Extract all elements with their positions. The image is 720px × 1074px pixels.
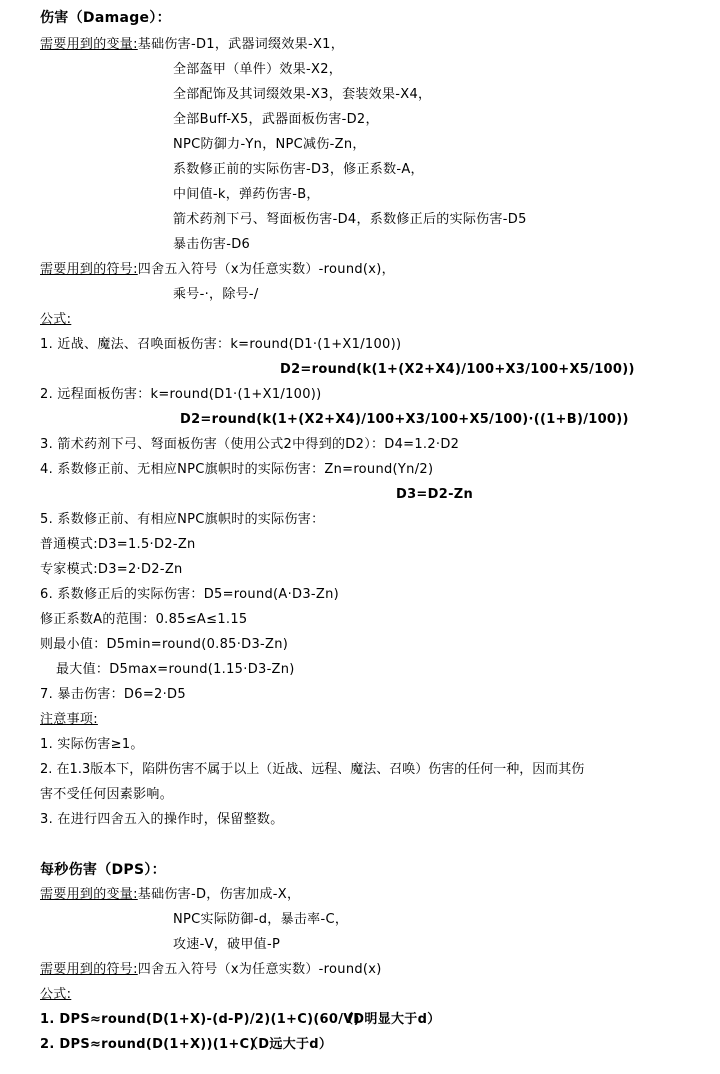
damage-note-1: 1. 实际伤害≥1。	[40, 737, 144, 752]
dps-var-2: 攻速-V，破甲值-P	[173, 937, 281, 952]
damage-symbols-label: 需要用到的符号:	[40, 262, 138, 277]
dps-formula-2-note: （D远大于d）	[245, 1037, 333, 1052]
dps-symbols-label: 需要用到的符号:	[40, 962, 138, 977]
damage-var-4: NPC防御力-Yn，NPC减伤-Zn，	[173, 137, 366, 152]
damage-var-5: 系数修正前的实际伤害-D3，修正系数-A，	[173, 162, 424, 177]
damage-formula-label: 公式:	[40, 312, 72, 327]
dps-var-1: NPC实际防御-d，暴击率-C，	[173, 912, 349, 927]
dps-vars-label: 需要用到的变量:	[40, 887, 138, 902]
dps-symbol-0: 四舍五入符号（x为任意实数）-round(x)	[137, 962, 382, 977]
damage-formula-6-min: 则最小值：D5min=round(0.85·D3-Zn)	[40, 637, 289, 652]
damage-formula-1: 1. 近战、魔法、召唤面板伤害：k=round(D1·(1+X1/100))	[40, 337, 402, 352]
damage-formula-6: 6. 系数修正后的实际伤害：D5=round(A·D3-Zn)	[40, 587, 340, 602]
dps-formula-label: 公式:	[40, 987, 72, 1002]
damage-var-6: 中间值-k，弹药伤害-B，	[173, 187, 320, 202]
damage-var-8: 暴击伤害-D6	[173, 237, 251, 252]
damage-formula-4: 4. 系数修正前、无相应NPC旗帜时的实际伤害：Zn=round(Yn/2)	[40, 462, 434, 477]
damage-formula-6-max: 最大值：D5max=round(1.15·D3-Zn)	[56, 662, 295, 677]
damage-formula-5: 5. 系数修正前、有相应NPC旗帜时的实际伤害：	[40, 512, 325, 527]
damage-note-2: 2. 在1.3版本下，陷阱伤害不属于以上（近战、远程、魔法、召唤）伤害的任何一种，因而其伤	[40, 762, 585, 777]
damage-heading: 伤害（Damage）：	[40, 10, 171, 26]
damage-vars-label: 需要用到的变量:	[40, 37, 138, 52]
dps-symbols-row	[40, 962, 382, 978]
damage-formula-5-normal: 普通模式:D3=1.5·D2-Zn	[40, 537, 196, 552]
damage-symbol-1: 乘号-·，除号-/	[173, 287, 259, 302]
damage-note-3: 3. 在进行四舍五入的操作时，保留整数。	[40, 812, 284, 827]
damage-var-3: 全部Buff-X5，武器面板伤害-D2，	[173, 112, 379, 127]
damage-notes-label: 注意事项:	[40, 712, 98, 727]
damage-formula-5-expert: 专家模式:D3=2·D2-Zn	[40, 562, 183, 577]
damage-symbol-0: 四舍五入符号（x为任意实数）-round(x)，	[137, 262, 395, 277]
dps-var-0: 基础伤害-D，伤害加成-X，	[137, 887, 301, 902]
damage-vars-row	[40, 37, 344, 53]
damage-symbols-row	[40, 262, 395, 278]
damage-var-1: 全部盔甲（单件）效果-X2，	[173, 62, 343, 77]
dps-formula-1-note: （D明显大于d）	[340, 1012, 441, 1027]
damage-var-2: 全部配饰及其词缀效果-X3，套装效果-X4，	[173, 87, 432, 102]
dps-vars-row	[40, 887, 300, 903]
damage-note-2b: 害不受任何因素影响。	[40, 787, 174, 802]
dps-formula-1: 1. DPS≈round(D(1+X)-(d-P)/2)(1+C)(60/V)	[40, 1012, 360, 1027]
dps-formula-2: 2. DPS≈round(D(1+X))(1+C)	[40, 1037, 256, 1052]
damage-formula-3: 3. 箭术药剂下弓、弩面板伤害（使用公式2中得到的D2）：D4=1.2·D2	[40, 437, 460, 452]
damage-var-7: 箭术药剂下弓、弩面板伤害-D4，系数修正后的实际伤害-D5	[173, 212, 527, 227]
damage-formula-7: 7. 暴击伤害：D6=2·D5	[40, 687, 186, 702]
dps-heading: 每秒伤害（DPS）：	[40, 862, 166, 878]
damage-var-0: 基础伤害-D1，武器词缀效果-X1，	[137, 37, 345, 52]
damage-formula-4b: D3=D2-Zn	[396, 487, 474, 502]
damage-formula-2: 2. 远程面板伤害：k=round(D1·(1+X1/100))	[40, 387, 322, 402]
damage-formula-6-range: 修正系数A的范围：0.85≤A≤1.15	[40, 612, 248, 627]
damage-formula-2b: D2=round(k(1+(X2+X4)/100+X3/100+X5/100)·((1+B)/100))	[180, 412, 629, 427]
damage-formula-1b: D2=round(k(1+(X2+X4)/100+X3/100+X5/100))	[280, 362, 635, 377]
